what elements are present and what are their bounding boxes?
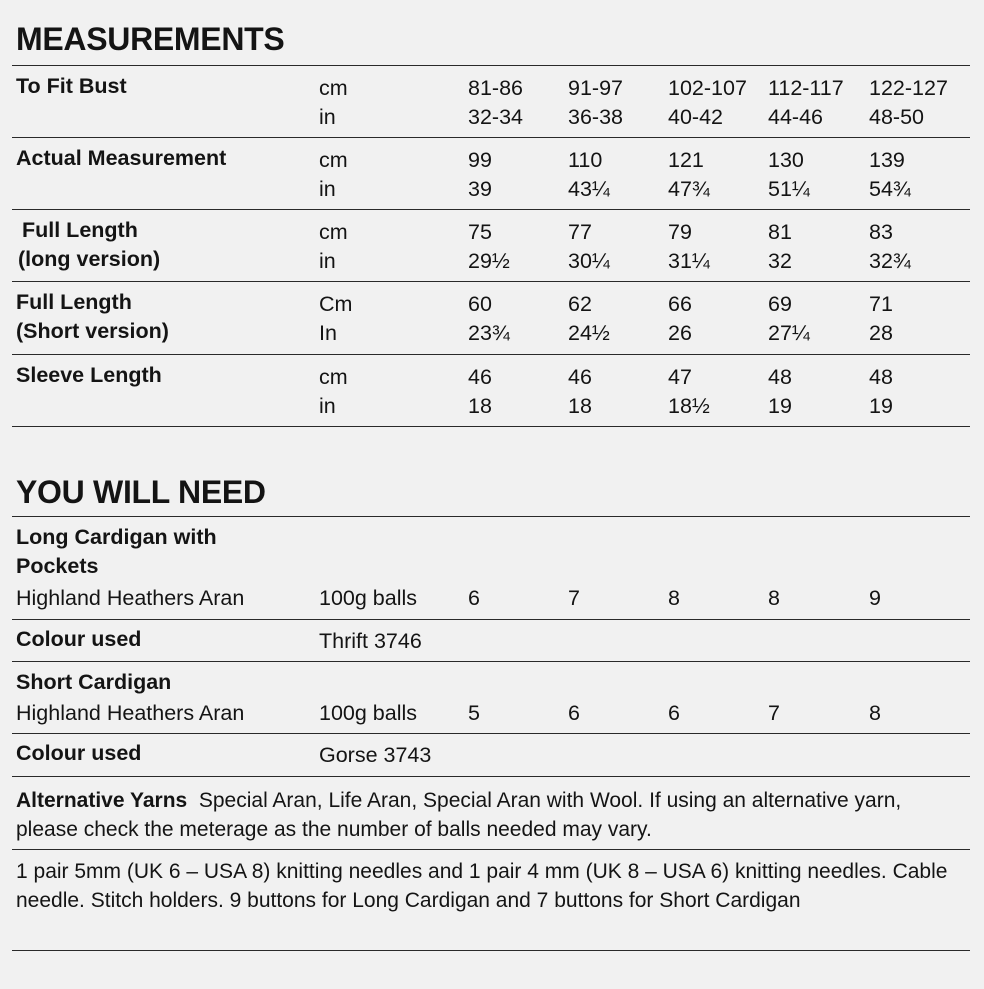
full-short-unit-cm: Cm xyxy=(319,292,353,316)
divider xyxy=(12,849,970,850)
actual-label: Actual Measurement xyxy=(16,146,227,170)
full-short-cm-value: 60 xyxy=(468,292,492,316)
full-long-unit-cm: cm xyxy=(319,220,348,244)
long-colour-value: Thrift 3746 xyxy=(319,629,422,653)
actual-cm-value: 130 xyxy=(768,148,804,172)
bust-cm-value: 102-107 xyxy=(668,76,747,100)
short-cardigan-heading: Short Cardigan xyxy=(16,670,172,694)
actual-cm-value: 99 xyxy=(468,148,492,172)
full-short-in-value: 27¼ xyxy=(768,321,810,345)
divider xyxy=(12,733,970,734)
divider xyxy=(12,776,970,777)
full-long-in-value: 31¼ xyxy=(668,249,710,273)
long-yarn-unit: 100g balls xyxy=(319,586,418,610)
bust-cm-value: 81-86 xyxy=(468,76,523,100)
full-long-sublabel: (long version) xyxy=(18,247,161,271)
full-long-cm-value: 75 xyxy=(468,220,492,244)
long-qty: 8 xyxy=(668,586,680,610)
long-qty: 9 xyxy=(869,586,881,610)
actual-unit-cm: cm xyxy=(319,148,348,172)
alternative-yarns-label: Alternative Yarns xyxy=(16,789,188,812)
short-qty: 7 xyxy=(768,701,780,725)
sleeve-in-value: 19 xyxy=(869,394,893,418)
divider xyxy=(12,661,970,662)
full-short-unit-in: In xyxy=(319,321,337,345)
sleeve-cm-value: 48 xyxy=(768,365,792,389)
short-colour-value: Gorse 3743 xyxy=(319,743,432,767)
bust-in-value: 32-34 xyxy=(468,105,523,129)
divider xyxy=(12,619,970,620)
full-short-in-value: 23¾ xyxy=(468,321,510,345)
full-long-label: Full Length xyxy=(22,218,138,242)
full-long-cm-value: 79 xyxy=(668,220,692,244)
bust-in-value: 48-50 xyxy=(869,105,924,129)
bust-cm-value: 91-97 xyxy=(568,76,623,100)
actual-in-value: 39 xyxy=(468,177,492,201)
long-qty: 8 xyxy=(768,586,780,610)
full-long-in-value: 32¾ xyxy=(869,249,911,273)
full-long-in-value: 29½ xyxy=(468,249,510,273)
full-short-cm-value: 69 xyxy=(768,292,792,316)
short-qty: 6 xyxy=(568,701,580,725)
full-short-in-value: 28 xyxy=(869,321,893,345)
sleeve-cm-value: 46 xyxy=(468,365,492,389)
full-short-in-value: 24½ xyxy=(568,321,610,345)
sleeve-in-value: 18½ xyxy=(668,394,710,418)
measurements-title: MEASUREMENTS xyxy=(16,21,285,57)
full-short-cm-value: 71 xyxy=(869,292,893,316)
divider xyxy=(12,65,970,66)
sleeve-label: Sleeve Length xyxy=(16,363,162,387)
divider xyxy=(12,281,970,282)
long-cardigan-heading: Long Cardigan with xyxy=(16,525,217,549)
long-qty: 6 xyxy=(468,586,480,610)
full-long-cm-value: 83 xyxy=(869,220,893,244)
bust-cm-value: 112-117 xyxy=(768,76,844,100)
long-yarn-name: Highland Heathers Aran xyxy=(16,586,245,610)
actual-in-value: 54¾ xyxy=(869,177,911,201)
sleeve-cm-value: 47 xyxy=(668,365,692,389)
divider xyxy=(12,137,970,138)
short-qty: 5 xyxy=(468,701,480,725)
full-long-cm-value: 77 xyxy=(568,220,592,244)
sleeve-unit-cm: cm xyxy=(319,365,348,389)
sleeve-cm-value: 46 xyxy=(568,365,592,389)
sleeve-in-value: 18 xyxy=(468,394,492,418)
full-short-label: Full Length xyxy=(16,290,132,314)
sleeve-cm-value: 48 xyxy=(869,365,893,389)
sleeve-unit-in: in xyxy=(319,394,336,418)
divider xyxy=(12,426,970,427)
actual-in-value: 43¼ xyxy=(568,177,610,201)
bust-in-value: 44-46 xyxy=(768,105,823,129)
full-short-cm-value: 62 xyxy=(568,292,592,316)
sleeve-in-value: 19 xyxy=(768,394,792,418)
bust-in-value: 40-42 xyxy=(668,105,723,129)
short-yarn-unit: 100g balls xyxy=(319,701,418,725)
alternative-yarns xyxy=(16,786,966,844)
alternative-yarns-text: Special Aran, Life Aran, Special Aran with Wool. If using an alternative yarn, please check the meterage as the number of balls needed may vary. xyxy=(16,789,902,841)
bust-in-value: 36-38 xyxy=(568,105,623,129)
bust-unit-in: in xyxy=(319,105,336,129)
bust-cm-value: 122-127 xyxy=(869,76,948,100)
divider xyxy=(12,209,970,210)
needles-text: 1 pair 5mm (UK 6 – USA 8) knitting needles and 1 pair 4 mm (UK 8 – USA 6) knitting needles. Cable needle. Stitch holders. 9 buttons for Long Cardigan and 7 buttons for Short Cardigan xyxy=(16,860,948,912)
actual-cm-value: 139 xyxy=(869,148,905,172)
full-long-in-value: 30¼ xyxy=(568,249,610,273)
short-qty: 8 xyxy=(869,701,881,725)
long-cardigan-heading-cont: Pockets xyxy=(16,554,99,578)
bust-unit-cm: cm xyxy=(319,76,348,100)
actual-unit-in: in xyxy=(319,177,336,201)
full-long-in-value: 32 xyxy=(768,249,792,273)
short-qty: 6 xyxy=(668,701,680,725)
actual-in-value: 47¾ xyxy=(668,177,710,201)
long-qty: 7 xyxy=(568,586,580,610)
bust-label: To Fit Bust xyxy=(16,74,127,98)
divider xyxy=(12,950,970,951)
sleeve-in-value: 18 xyxy=(568,394,592,418)
full-long-cm-value: 81 xyxy=(768,220,792,244)
short-colour-label: Colour used xyxy=(16,741,142,765)
actual-cm-value: 121 xyxy=(668,148,704,172)
divider xyxy=(12,516,970,517)
actual-cm-value: 110 xyxy=(568,148,603,172)
divider xyxy=(12,354,970,355)
actual-in-value: 51¼ xyxy=(768,177,810,201)
long-colour-label: Colour used xyxy=(16,627,142,651)
full-long-unit-in: in xyxy=(319,249,336,273)
full-short-cm-value: 66 xyxy=(668,292,692,316)
you-will-need-title: YOU WILL NEED xyxy=(16,474,266,510)
full-short-in-value: 26 xyxy=(668,321,692,345)
short-yarn-name: Highland Heathers Aran xyxy=(16,701,245,725)
full-short-sublabel: (Short version) xyxy=(16,319,169,343)
